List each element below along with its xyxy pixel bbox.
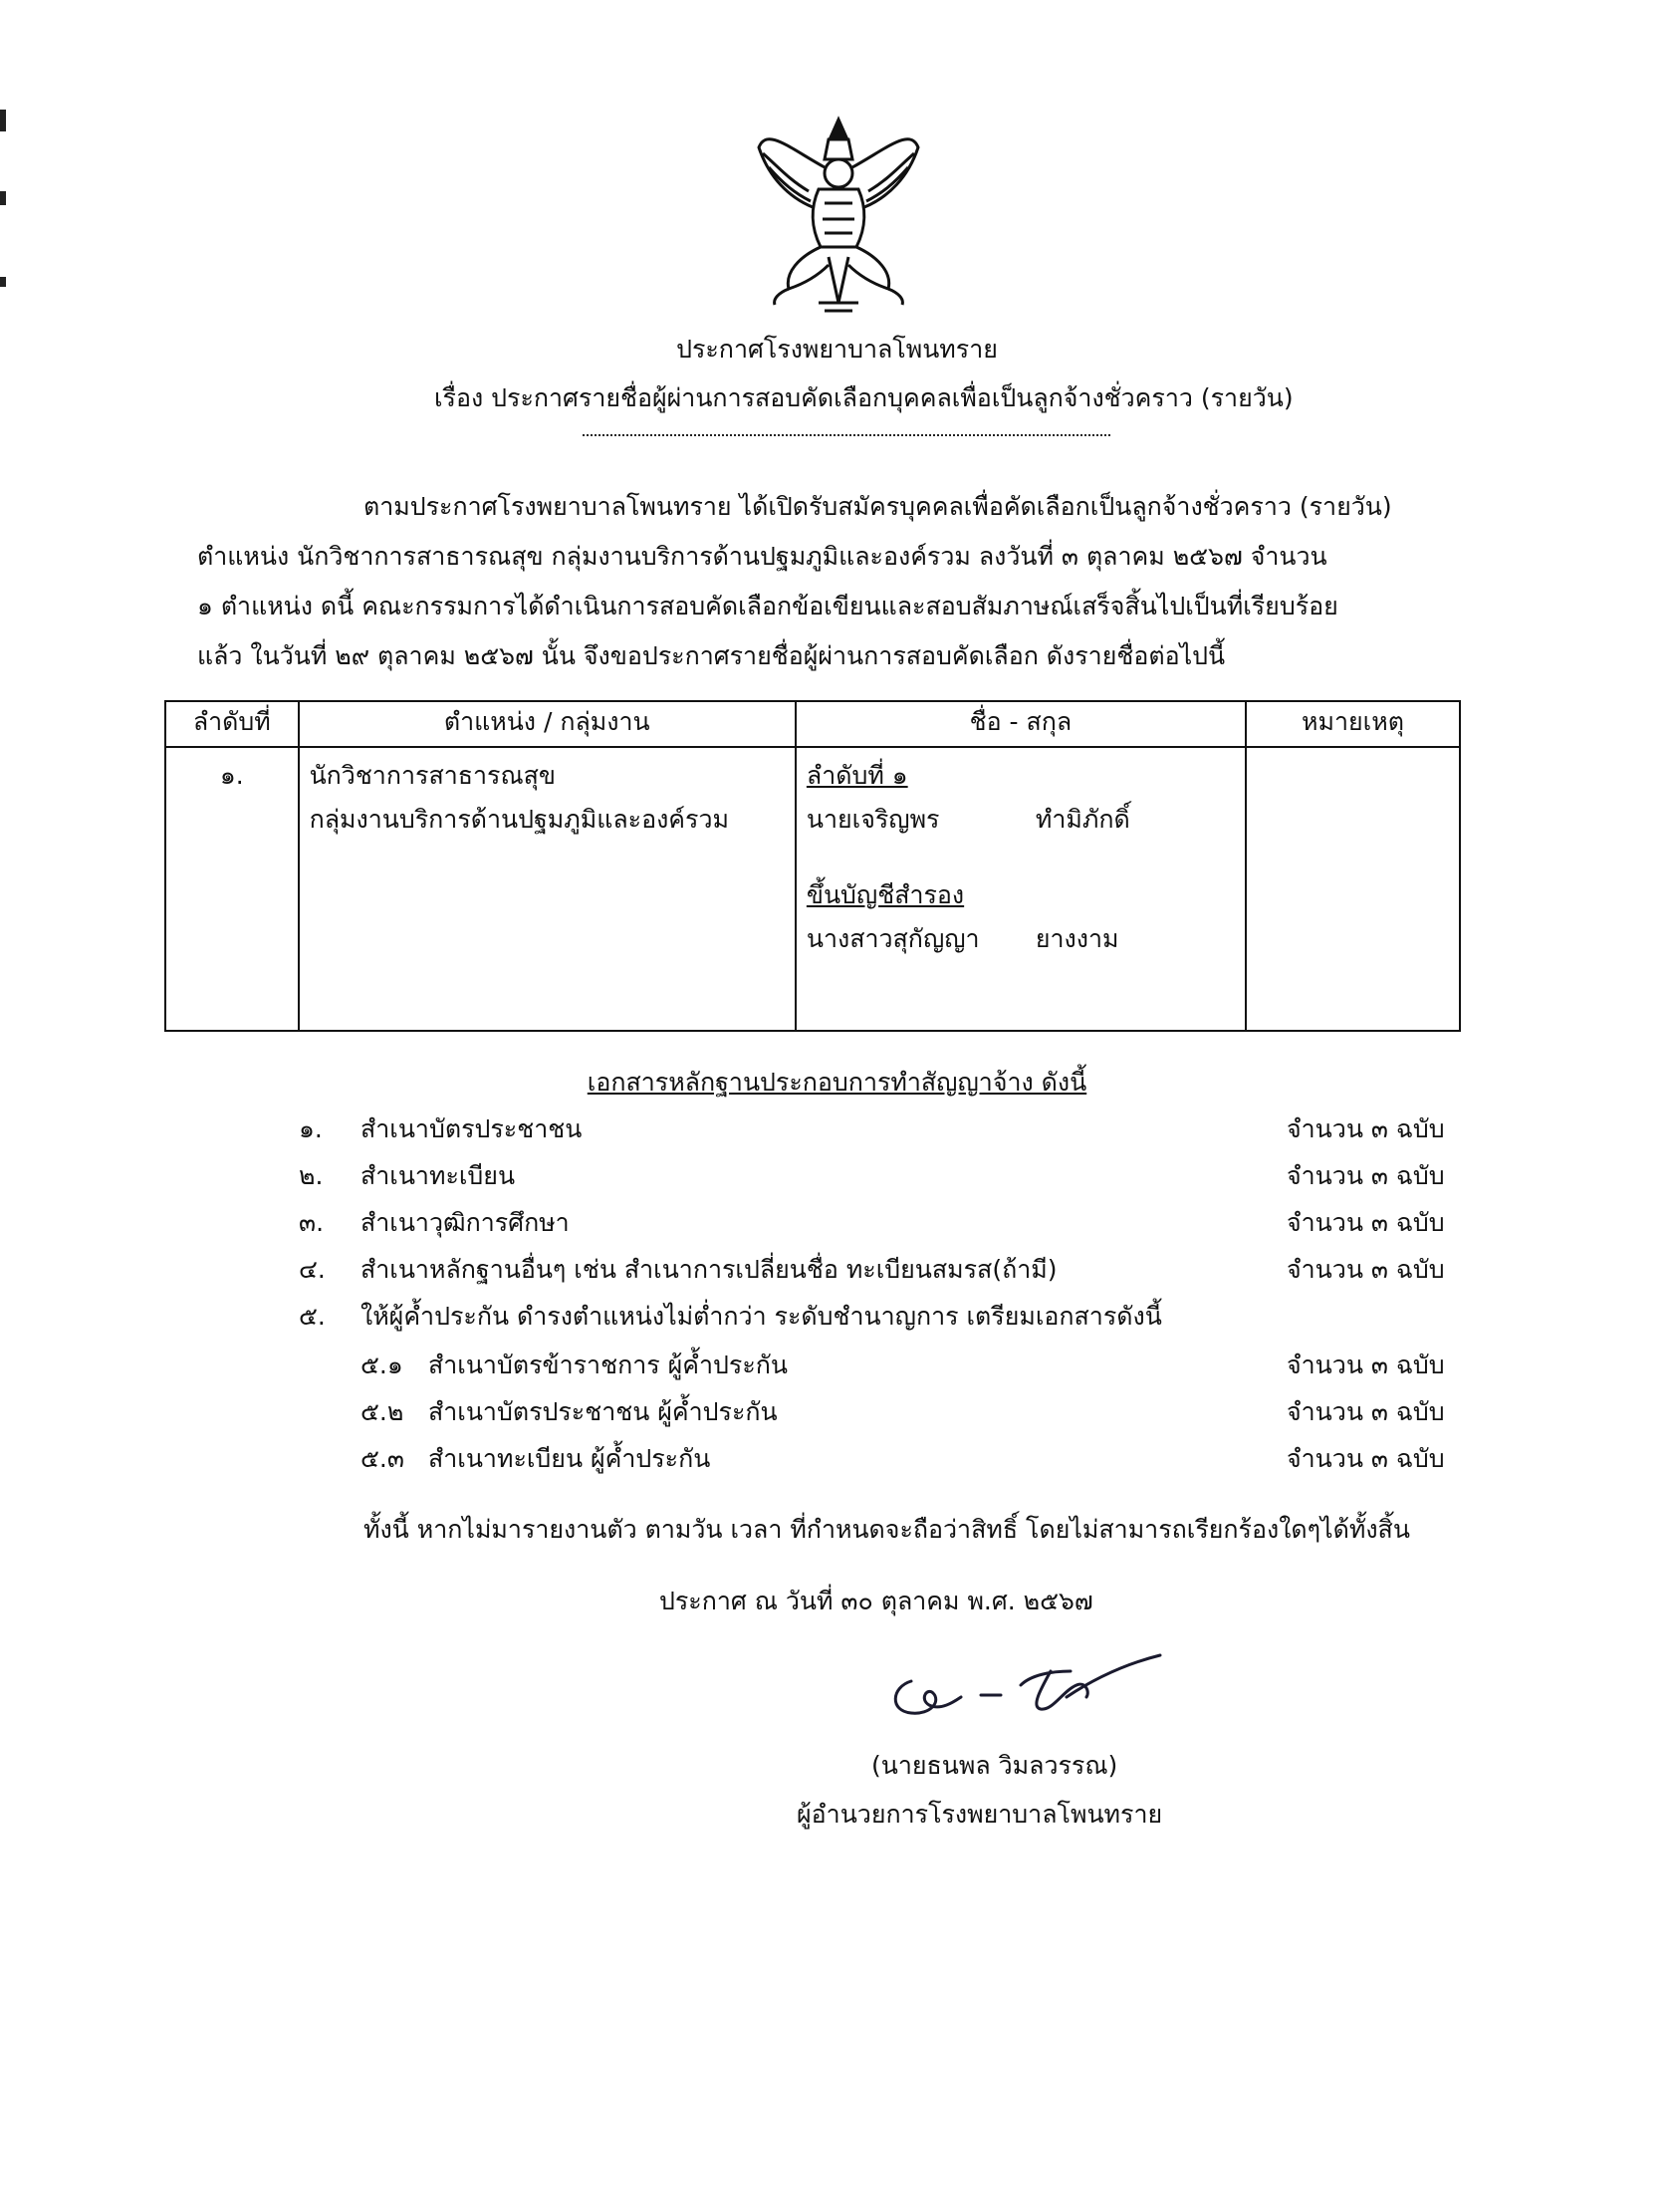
item-text: สำเนาบัตรประชาชน	[360, 1114, 583, 1143]
cell-no	[165, 747, 299, 1031]
col-header-no: ลำดับที่	[165, 701, 299, 747]
reserve-person	[807, 917, 1235, 961]
subitem-number: ๕.๓	[360, 1444, 404, 1473]
handwritten-signature	[881, 1641, 1170, 1731]
announcement-date: ประกาศ ณ วันที่ ๓๐ ตุลาคม พ.ศ. ๒๕๖๗	[659, 1587, 1093, 1615]
subitem-text: สำเนาทะเบียน ผู้ค้ำประกัน	[428, 1444, 711, 1473]
item-number: ๑.	[299, 1114, 323, 1143]
cell-names	[796, 747, 1246, 1031]
results-table	[164, 700, 1461, 1032]
cell-remark	[1246, 747, 1460, 1031]
body-line-3: ๑ ตำแหน่ง ดนี้ คณะกรรมการได้ดำเนินการสอบคัดเลือกข้อเขียนและสอบสัมภาษณ์เสร็จสิ้นไปเป็นที่เรียบร้อย	[197, 592, 1338, 620]
subitem-quantity: จำนวน ๓ ฉบับ	[1287, 1397, 1445, 1426]
signer-title: ผู้อำนวยการโรงพยาบาลโพนทราย	[797, 1800, 1163, 1829]
documents-heading: เอกสารหลักฐานประกอบการทำสัญญาจ้าง ดังนี้	[587, 1068, 1087, 1097]
table-row	[165, 747, 1460, 1031]
spacer	[807, 842, 1235, 873]
selected-last-name: ทำมิภักดิ์	[1035, 805, 1130, 834]
subitem-number: ๕.๑	[360, 1351, 403, 1379]
scan-mark	[0, 191, 6, 205]
announcement-title: ประกาศโรงพยาบาลโพนทราย	[676, 335, 998, 364]
item-text: สำเนาทะเบียน	[360, 1161, 516, 1190]
table-header-row	[165, 701, 1460, 747]
reserve-first-name: นางสาวสุกัญญา	[806, 924, 980, 953]
item-text: ให้ผู้ค้ำประกัน ดำรงตำแหน่งไม่ต่ำกว่า ระดับชำนาญการ เตรียมเอกสารดังนี้	[360, 1302, 1162, 1331]
announcement-subject: เรื่อง ประกาศรายชื่อผู้ผ่านการสอบคัดเลือกบุคคลเพื่อเป็นลูกจ้างชั่วคราว (รายวัน)	[434, 383, 1294, 412]
rank-label: ลำดับที่ ๑	[806, 761, 908, 790]
group-name: กลุ่มงานบริการด้านปฐมภูมิและองค์รวม	[309, 805, 729, 834]
item-quantity: จำนวน ๓ ฉบับ	[1287, 1114, 1445, 1143]
body-line-2: ตำแหน่ง นักวิชาการสาธารณสุข กลุ่มงานบริการด้านปฐมภูมิและองค์รวม ลงวันที่ ๓ ตุลาคม ๒๕๖๗ จำนวน	[197, 542, 1327, 571]
item-number: ๕.	[299, 1302, 326, 1331]
dotted-divider	[583, 434, 1110, 436]
selected-person	[807, 798, 1235, 842]
item-number: ๒.	[299, 1161, 324, 1190]
item-quantity: จำนวน ๓ ฉบับ	[1287, 1161, 1445, 1190]
scan-mark	[0, 110, 6, 131]
col-header-position: ตำแหน่ง / กลุ่มงาน	[299, 701, 796, 747]
scan-mark	[0, 277, 6, 287]
subitem-text: สำเนาบัตรข้าราชการ ผู้ค้ำประกัน	[428, 1351, 788, 1379]
signer-name: (นายธนพล วิมลวรรณ)	[871, 1751, 1118, 1780]
reserve-last-name: ยางงาม	[1035, 924, 1119, 953]
garuda-emblem-icon	[749, 108, 928, 322]
selected-first-name: นายเจริญพร	[806, 805, 940, 834]
body-line-1: ตามประกาศโรงพยาบาลโพนทราย ได้เปิดรับสมัครบุคคลเพื่อคัดเลือกเป็นลูกจ้างชั่วคราว (รายวัน)	[363, 492, 1392, 521]
col-header-remark: หมายเหตุ	[1246, 701, 1460, 747]
item-text: สำเนาวุฒิการศึกษา	[360, 1208, 570, 1237]
item-quantity: จำนวน ๓ ฉบับ	[1287, 1255, 1445, 1284]
item-number: ๓.	[299, 1208, 325, 1237]
col-header-name: ชื่อ - สกุล	[796, 701, 1246, 747]
position-name: นักวิชาการสาธารณสุข	[309, 761, 557, 790]
item-text: สำเนาหลักฐานอื่นๆ เช่น สำเนาการเปลี่ยนชื่อ ทะเบียนสมรส(ถ้ามี)	[360, 1255, 1058, 1284]
subitem-quantity: จำนวน ๓ ฉบับ	[1287, 1351, 1445, 1379]
subitem-number: ๕.๒	[360, 1397, 404, 1426]
subitem-text: สำเนาบัตรประชาชน ผู้ค้ำประกัน	[428, 1397, 778, 1426]
body-line-4: แล้ว ในวันที่ ๒๙ ตุลาคม ๒๕๖๗ นั้น จึงขอประกาศรายชื่อผู้ผ่านการสอบคัดเลือก ดังรายชื่อต่อไปนี้	[197, 641, 1226, 670]
closing-statement: ทั้งนี้ หากไม่มารายงานตัว ตามวัน เวลา ที่กำหนดจะถือว่าสิทธิ์ โดยไม่สามารถเรียกร้องใดๆได้ทั้งสิ้น	[363, 1515, 1410, 1544]
reserve-label: ขึ้นบัญชีสำรอง	[806, 880, 965, 909]
item-quantity: จำนวน ๓ ฉบับ	[1287, 1208, 1445, 1237]
row-number: ๑.	[219, 761, 244, 790]
cell-position	[299, 747, 796, 1031]
item-number: ๔.	[299, 1255, 326, 1284]
subitem-quantity: จำนวน ๓ ฉบับ	[1287, 1444, 1445, 1473]
